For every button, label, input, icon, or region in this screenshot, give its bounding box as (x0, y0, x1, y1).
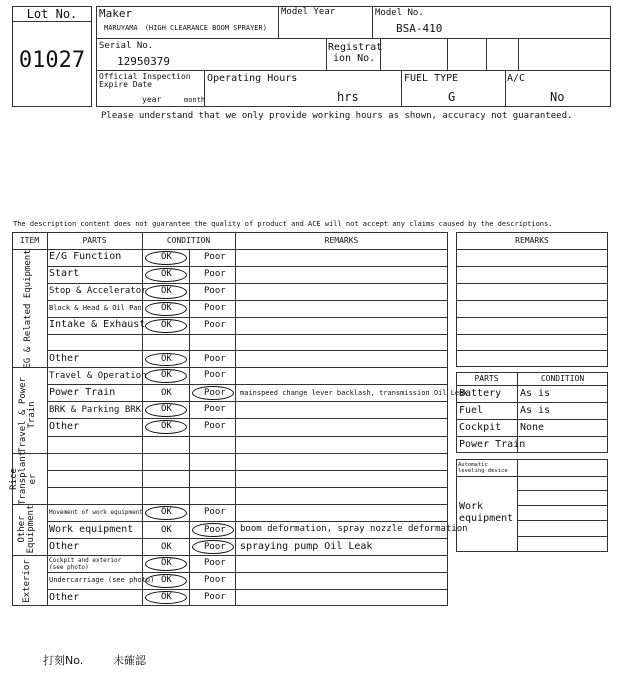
row-part: Start (49, 268, 80, 279)
registration-label-1: Registrat (328, 42, 383, 53)
condition-header: CONDITION (166, 236, 211, 245)
row-part: Movement of work equipment (49, 509, 143, 516)
year-label: year (142, 95, 162, 104)
row-part: Travel & Operation (49, 371, 147, 381)
right-remarks-header: REMARKS (515, 236, 549, 245)
pc-cond: As is (520, 388, 551, 399)
row-part: Undercarriage (see photo) (49, 576, 155, 584)
pc-parts-header: PARTS (474, 374, 499, 383)
inspection-label-1: Official Inspection (99, 72, 191, 81)
group-rice-label: Rice Transplant er (9, 450, 38, 505)
ok-label: OK (161, 303, 172, 313)
pc-part: Fuel (459, 405, 484, 416)
ok-label: OK (161, 558, 172, 568)
pc-part: Cockpit (459, 422, 502, 433)
poor-label: Poor (204, 320, 226, 330)
model-no-label: Model No. (375, 8, 424, 18)
group-travel-label: Travel & Power Train (18, 377, 38, 453)
poor-label: Poor (204, 558, 226, 568)
row-part: E/G Function (49, 251, 122, 262)
row-part: Other (49, 421, 80, 432)
month-label: month (184, 96, 206, 104)
ok-label: OK (161, 404, 172, 414)
row-part: BRK & Parking BRK (49, 405, 142, 415)
ok-label: OK (161, 421, 172, 431)
serial-label: Serial No. (99, 41, 154, 51)
ok-label: OK (161, 252, 172, 262)
lot-number: 01027 (18, 48, 86, 73)
fuel-value: G (448, 90, 456, 104)
poor-label: Poor (204, 354, 226, 364)
poor-label: Poor (204, 388, 226, 398)
row-part: Intake & Exhaust (49, 319, 146, 330)
pc-part: Battery (459, 388, 502, 399)
pc-part: Power Train (459, 439, 526, 450)
poor-label: Poor (204, 252, 226, 262)
ok-label: OK (161, 525, 172, 535)
fuel-label: FUEL TYPE (404, 73, 459, 84)
work-equipment-label-2: equipment (459, 513, 514, 524)
hours-unit: hrs (337, 90, 359, 104)
row-part: Power Train (49, 387, 116, 398)
row-remark: spraying pump Oil Leak (240, 541, 373, 552)
row-part: Block & Head & Oil Pan (49, 304, 142, 312)
poor-label: Poor (204, 286, 226, 296)
row-part: Other (49, 592, 80, 603)
maker-value: MARUYAMA (HIGH CLEARANCE BOOM SPRAYER) (104, 24, 267, 32)
row-part: Work equipment (49, 524, 134, 535)
work-equipment-label-1: Work (459, 501, 484, 512)
row-remark: boom deformation, spray nozzle deformation (240, 524, 468, 534)
poor-label: Poor (204, 421, 226, 431)
disclaimer: The description content does not guarantee the quality of product and ACE will not accept any claims caused by the descriptions. (13, 220, 553, 228)
registration-label-2: ion No. (333, 53, 376, 64)
ac-value: No (550, 90, 565, 104)
stamp-value: 未確認 (113, 654, 146, 667)
group-other-label: Other Equipment (17, 504, 37, 554)
maker-label: Maker (99, 7, 133, 20)
ok-label: OK (161, 286, 172, 296)
ok-label: OK (161, 269, 172, 279)
model-year-label: Model Year (281, 7, 336, 17)
poor-label: Poor (204, 404, 226, 414)
pc-cond: None (520, 422, 545, 433)
row-part: Other (49, 541, 80, 552)
poor-label: Poor (204, 525, 226, 535)
ok-label: OK (161, 542, 172, 552)
parts-header: PARTS (82, 236, 107, 245)
poor-label: Poor (204, 542, 226, 552)
poor-label: Poor (204, 303, 226, 313)
ok-label: OK (161, 354, 172, 364)
poor-label: Poor (204, 269, 226, 279)
row-part: Stop & Accelerator (49, 286, 147, 296)
pc-condition-header: CONDITION (540, 374, 585, 383)
ok-label: OK (161, 507, 172, 517)
lot-label: Lot No. (26, 7, 78, 21)
stamp-label: 打刻No. (43, 654, 84, 667)
row-part: Other (49, 353, 80, 364)
item-header: ITEM (19, 236, 40, 245)
hours-label: Operating Hours (207, 73, 298, 84)
hours-note: Please understand that we only provide working hours as shown, accuracy not guaranteed. (101, 111, 573, 121)
ok-label: OK (161, 370, 172, 380)
inspection-label-2: Expire Date (99, 80, 152, 89)
group-exterior-label: Exterior (22, 559, 32, 603)
ok-label: OK (161, 388, 172, 398)
remarks-header: REMARKS (324, 236, 359, 245)
poor-label: Poor (204, 575, 226, 585)
pc-cond: As is (520, 405, 551, 416)
model-no-value: BSA-410 (396, 22, 443, 35)
serial-value: 12950379 (117, 55, 170, 68)
poor-label: Poor (204, 370, 226, 380)
row-part: Cockpit and exterior (see photo) (49, 557, 122, 571)
auto-leveling-label: Automatic leveling device (458, 462, 508, 475)
poor-label: Poor (204, 592, 226, 602)
ok-label: OK (161, 592, 172, 602)
ok-label: OK (161, 575, 172, 585)
group-eg-label: EG & Related Equipment (23, 249, 33, 369)
ac-label: A/C (507, 73, 526, 84)
row-remark: mainspeed change lever backlash, transmission Oil Leak (240, 389, 468, 397)
poor-label: Poor (204, 507, 226, 517)
ok-label: OK (161, 320, 172, 330)
